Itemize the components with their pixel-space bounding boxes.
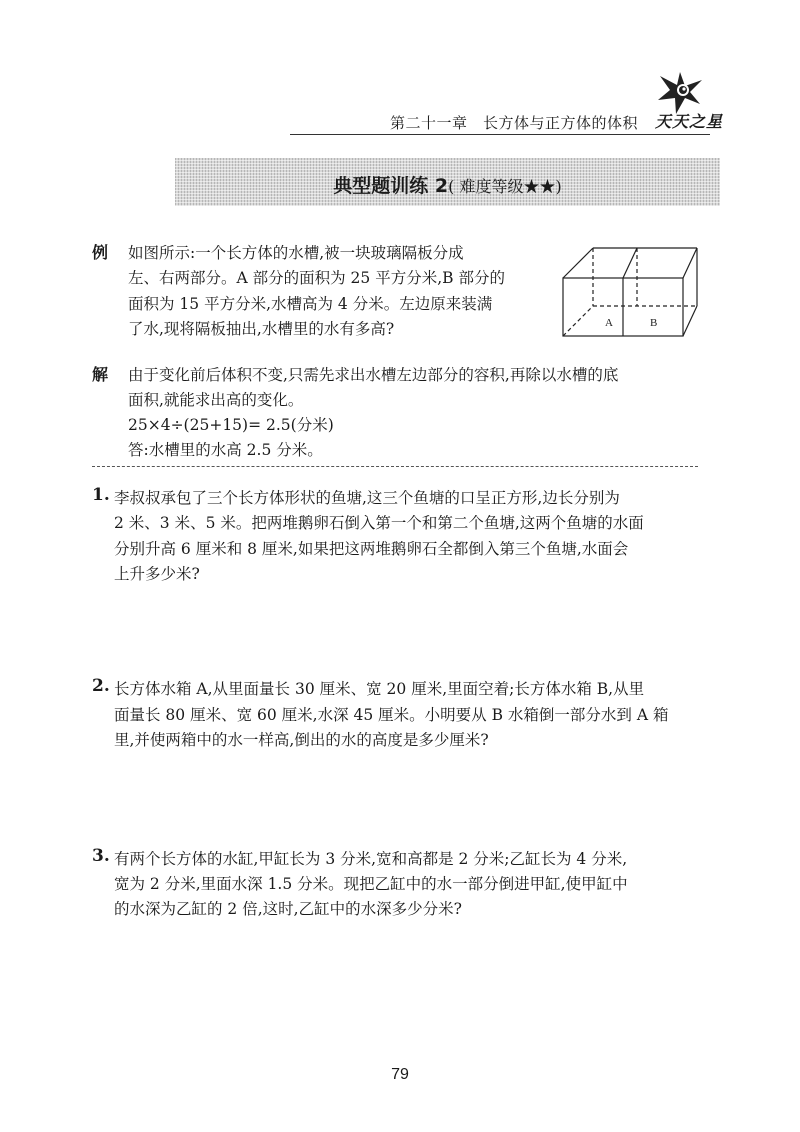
example-line: 了水,现将隔板抽出,水槽里的水有多高? bbox=[128, 320, 395, 338]
problem-line: 上升多少米? bbox=[114, 565, 200, 583]
page-number: 79 bbox=[391, 1066, 409, 1083]
problem-line: 有两个长方体的水缸,甲缸长为 3 分米,宽和高都是 2 分米;乙缸长为 4 分米, bbox=[114, 850, 628, 868]
problem-line: 宽为 2 分米,里面水深 1.5 分米。现把乙缸中的水一部分倒进甲缸,使甲缸中 bbox=[114, 875, 628, 893]
solution-label: 解 bbox=[92, 365, 109, 384]
section-banner bbox=[175, 158, 720, 206]
solution-line: 25×4÷(25+15)= 2.5(分米) bbox=[128, 416, 334, 434]
problem-number: 2. bbox=[92, 676, 110, 696]
example-line: 如图所示:一个长方体的水槽,被一块玻璃隔板分成 bbox=[128, 244, 464, 262]
water-tank-figure bbox=[555, 240, 705, 340]
section-title-main: 典型题训练 2 bbox=[333, 175, 449, 197]
problem-line: 2 米、3 米、5 米。把两堆鹅卵石倒入第一个和第二个鱼塘,这两个鱼塘的水面 bbox=[114, 514, 644, 532]
part-b-label: B bbox=[650, 317, 658, 329]
solution-line: 面积,就能求出高的变化。 bbox=[128, 391, 304, 409]
brand-mark: 天天之星 bbox=[655, 112, 724, 131]
problem-line: 里,并使两箱中的水一样高,倒出的水的高度是多少厘米? bbox=[114, 731, 489, 749]
problem-line: 面量长 80 厘米、宽 60 厘米,水深 45 厘米。小明要从 B 水箱倒一部分水到 A 箱 bbox=[114, 706, 669, 724]
section-divider bbox=[92, 466, 698, 467]
problem-line: 的水深为乙缸的 2 倍,这时,乙缸中的水深多少分米? bbox=[114, 900, 462, 918]
header-rule bbox=[290, 134, 710, 135]
problem-line: 长方体水箱 A,从里面量长 30 厘米、宽 20 厘米,里面空着;长方体水箱 B,从里 bbox=[114, 680, 645, 698]
example-line: 左、右两部分。A 部分的面积为 25 平方分米,B 部分的 bbox=[128, 269, 505, 287]
example-line: 面积为 15 平方分米,水槽高为 4 分米。左边原来装满 bbox=[128, 295, 493, 313]
example-label: 例 bbox=[92, 243, 109, 262]
section-title bbox=[175, 171, 720, 198]
difficulty-label: ( 难度等级★★) bbox=[448, 177, 562, 196]
problem-line: 分别升高 6 厘米和 8 厘米,如果把这两堆鹅卵石全都倒入第三个鱼塘,水面会 bbox=[114, 540, 629, 558]
problem-number: 1. bbox=[92, 485, 110, 505]
solution-line: 答:水槽里的水高 2.5 分米。 bbox=[128, 441, 323, 459]
problem-line: 李叔叔承包了三个长方体形状的鱼塘,这三个鱼塘的口呈正方形,边长分别为 bbox=[114, 489, 620, 507]
chapter-title: 第二十一章 长方体与正方体的体积 bbox=[390, 114, 639, 132]
problem-number: 3. bbox=[92, 846, 110, 866]
solution-line: 由于变化前后体积不变,只需先求出水槽左边部分的容积,再除以水槽的底 bbox=[128, 366, 619, 384]
part-a-label: A bbox=[605, 317, 613, 329]
